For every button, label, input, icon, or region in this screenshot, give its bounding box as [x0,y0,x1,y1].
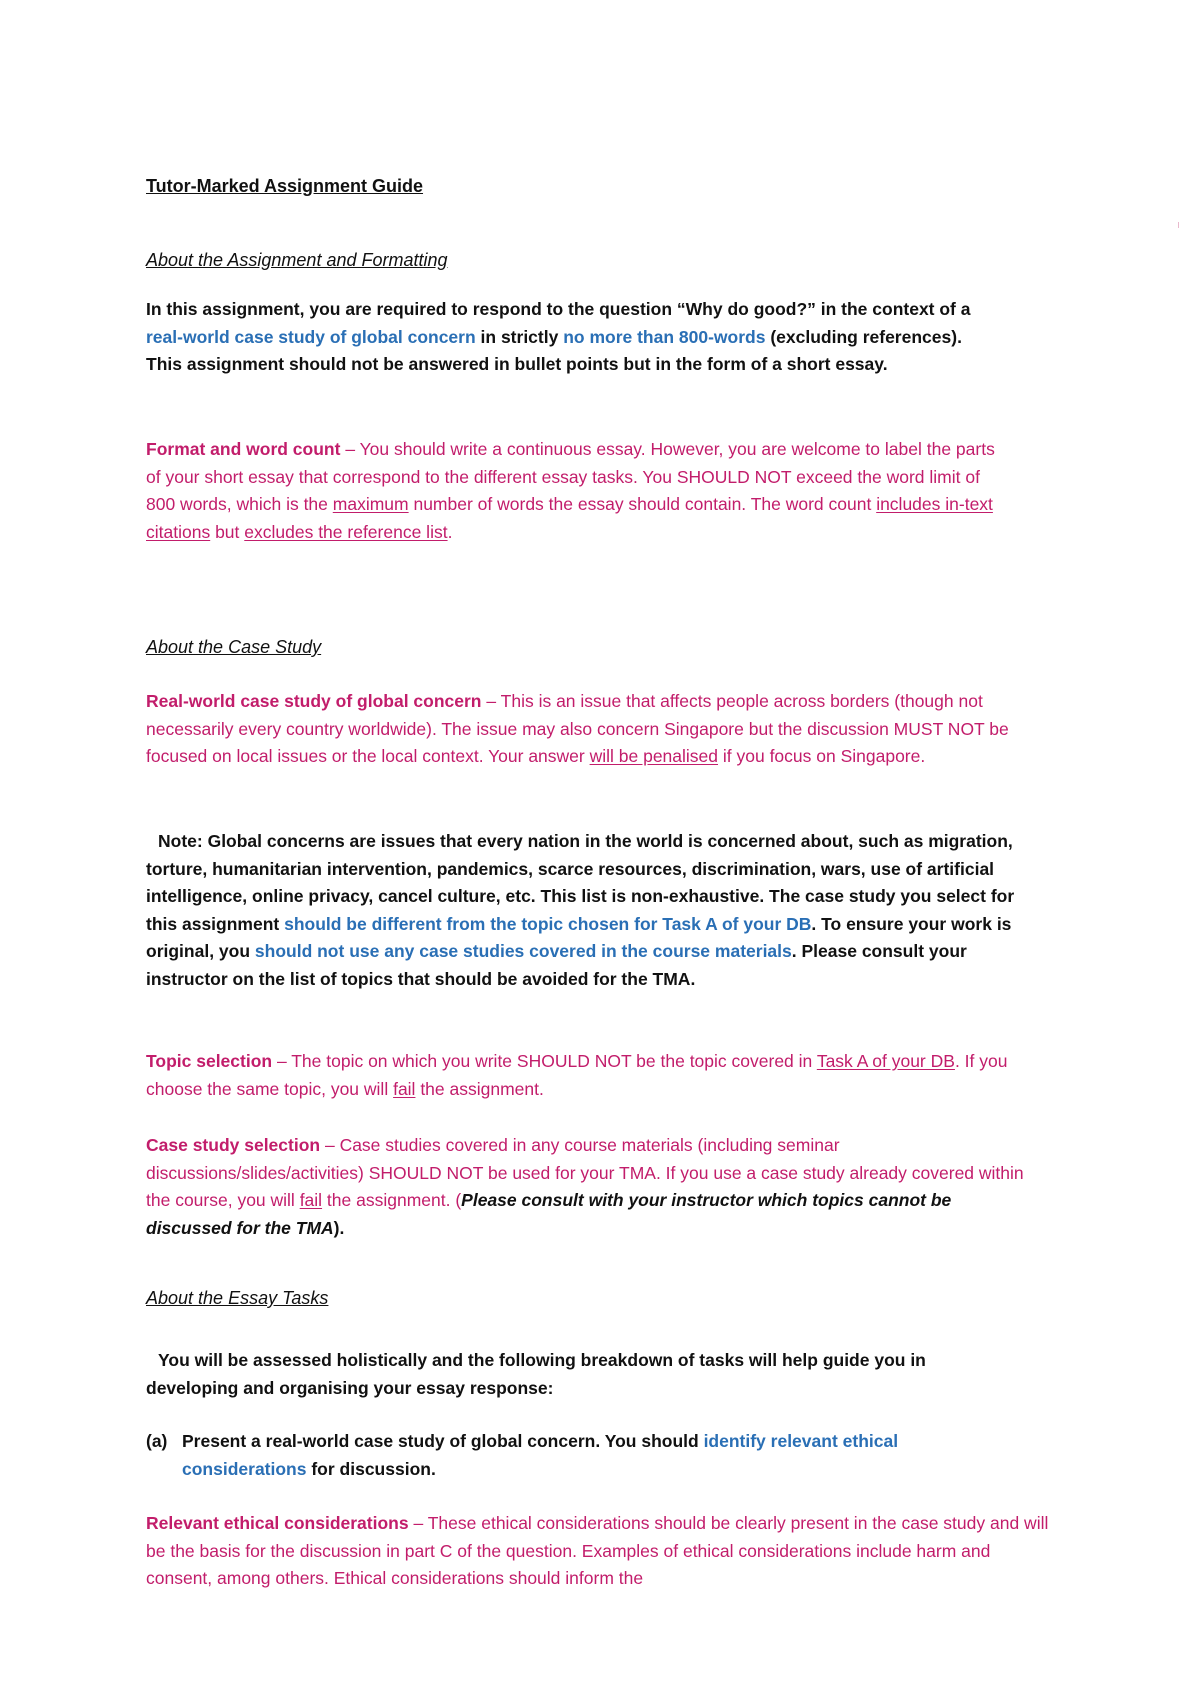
highlight-case-study: real-world case study of global concern [146,326,476,347]
topic-selection-label: Topic selection [146,1051,273,1071]
ethical-considerations-paragraph: Relevant ethical considerations – These ethical considerations should be clearly present in the case study and will be the basis for the discussion in part C of the question. Examples of ethical considerations include harm and consent, among others. Ethical considerations should inform the [146,1513,1049,1588]
realworld-paragraph: Real-world case study of global concern – This is an issue that affects people across borders (though not necessarily every country worldwide). The issue may also concern Singapore but the discussion MUST NOT be focused on local issues or the local context. Your answer will be penalised if you focus on Singapore. [146,691,1009,766]
task-a-marker: (a) [146,1431,168,1451]
note-paragraph: Note: Global concerns are issues that every nation in the world is concerned about, such as migration, torture, humanitarian intervention, pandemics, scarce resources, discrimination, wars, use of artificial intelligence, online privacy, cancel culture, etc. This list is non-exhaustive. The case study you select for this assignment should be different from the topic chosen for Task A of your DB. To ensure your work is original, you should not use any case studies covered in the course materials. Please consult your instructor on the list of topics that should be avoided for the TMA. [146,831,1015,989]
format-paragraph: Format and word count – You should write a continuous essay. However, you are welcome to label the parts of your short essay that correspond to the different essay tasks. You SHOULD NOT exceed the word limit of 800 words, which is the maximum number of words the essay should contain. The word count includes in-text citations but excludes the reference list. [146,439,995,542]
task-a-item: (a) Present a real-world case study of global concern. You should identify relevant ethical considerations for discussion. [146,1428,1006,1483]
section-heading-case-study: About the Case Study [146,637,322,657]
topic-selection-paragraph: Topic selection – The topic on which you write SHOULD NOT be the topic covered in Task A of your DB. If you choose the same topic, you will fail the assignment. [146,1051,1008,1099]
highlight-word-limit: no more than 800-words [563,326,766,347]
realworld-label: Real-world case study of global concern [146,691,482,711]
case-selection-paragraph: Case study selection – Case studies covered in any course materials (including seminar discussions/slides/activities) SHOULD NOT be used for your TMA. If you use a case study already covered within the course, you will fail the assignment. (Please consult with your instructor which topics cannot be discussed for the TMA). [146,1135,1024,1238]
page-title: Tutor-Marked Assignment Guide [146,176,424,196]
section-heading-assignment: About the Assignment and Formatting [146,250,448,270]
margin-mark [1178,222,1183,228]
intro-paragraph: In this assignment, you are required to respond to the question “Why do good?” in the context of a real-world case study of global concern in strictly no more than 800-words (excluding references). This assignment should not be answered in bullet points but in the form of a short essay. [146,299,971,374]
format-label: Format and word count [146,439,341,459]
tasks-intro-paragraph: You will be assessed holistically and the following breakdown of tasks will help guide you in developing and organising your essay response: [146,1350,926,1398]
section-heading-essay-tasks: About the Essay Tasks [146,1288,329,1308]
ethical-considerations-label: Relevant ethical considerations [146,1513,409,1533]
case-selection-label: Case study selection [146,1135,321,1155]
